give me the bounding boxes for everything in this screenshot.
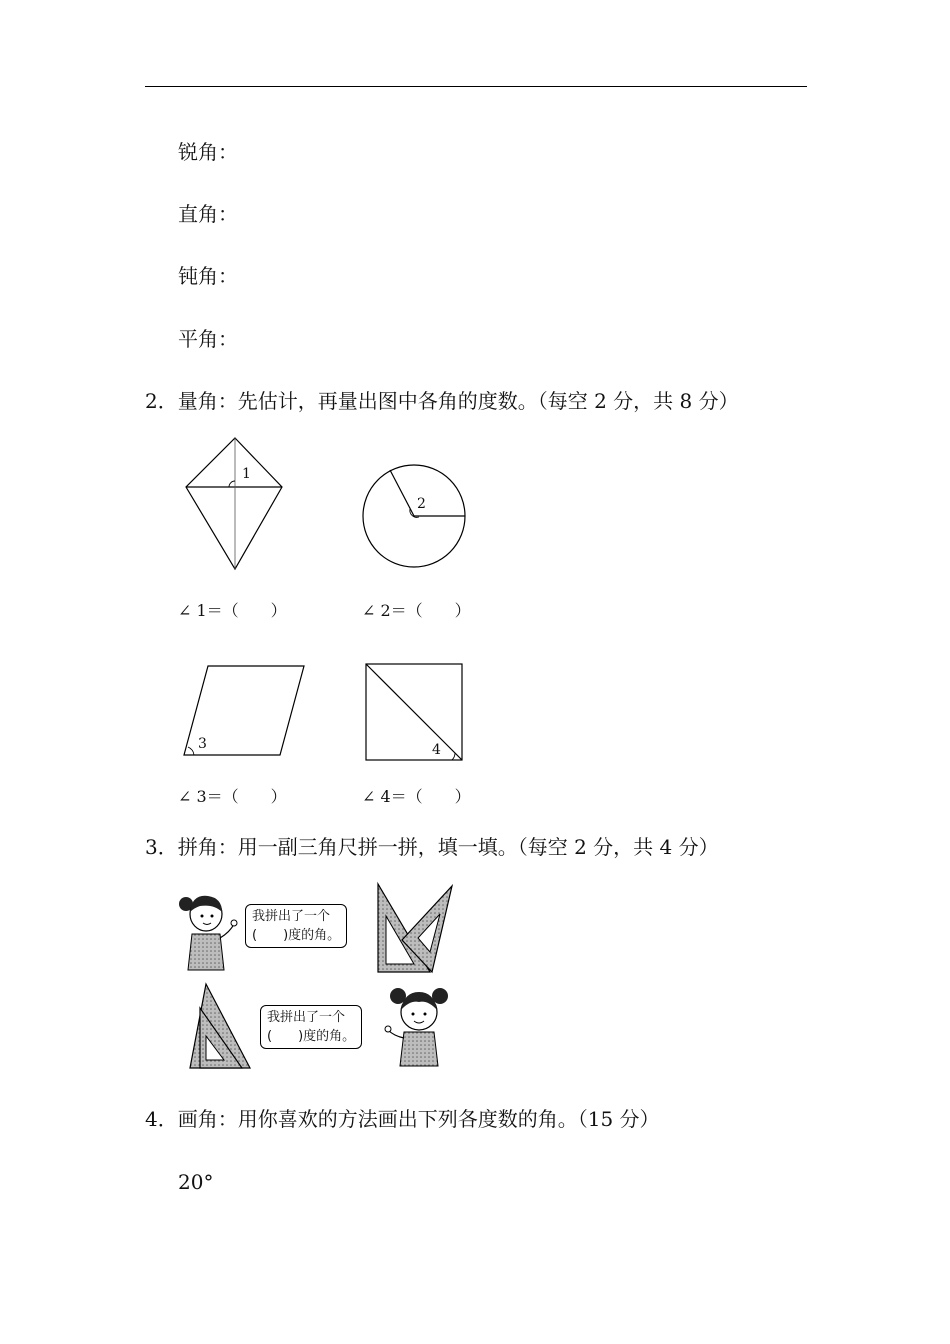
bubble-2-line-2: ( )度的角。 [267,1029,356,1044]
label-right-angle: 直角： [178,202,238,226]
answer-angle-2: ∠ 2＝（ ） [362,601,471,620]
speech-bubble-2 [260,1005,362,1049]
angle-20-degrees: 20° [178,1170,214,1194]
label-straight-angle: 平角： [178,327,238,351]
answer-angle-3: ∠ 3＝（ ） [178,787,287,806]
bubble-2-line-1: 我拼出了一个 [267,1010,346,1025]
square-figure [362,660,466,764]
girl-illustration-icon [174,890,242,974]
answer-angle-1: ∠ 1＝（ ） [178,601,287,620]
set-squares-icon-2 [186,980,256,1072]
circle-figure [360,460,470,570]
answer-angle-4: ∠ 4＝（ ） [362,787,471,806]
kite-figure [180,432,290,574]
question-2-title: 2．量角：先估计，再量出图中各角的度数。（每空 2 分，共 8 分） [145,389,739,413]
question-4-title: 4．画角：用你喜欢的方法画出下列各度数的角。（15 分） [145,1107,660,1131]
question-3-title: 3．拼角：用一副三角尺拼一拼，填一填。（每空 2 分，共 4 分） [145,835,719,859]
label-obtuse-angle: 钝角： [178,264,238,288]
angle-4-mark: 4 [432,742,441,758]
label-acute-angle: 锐角： [178,140,238,164]
bubble-1-line-2: ( )度的角。 [252,928,341,943]
set-squares-icon [374,880,456,976]
header-rule [145,86,807,87]
bubble-1-line-1: 我拼出了一个 [252,909,331,924]
girl-illustration-icon-2 [384,984,454,1068]
speech-bubble-1 [245,904,347,948]
angle-2-mark: 2 [417,496,426,512]
angle-3-mark: 3 [198,736,207,752]
angle-1-mark: 1 [242,466,251,482]
